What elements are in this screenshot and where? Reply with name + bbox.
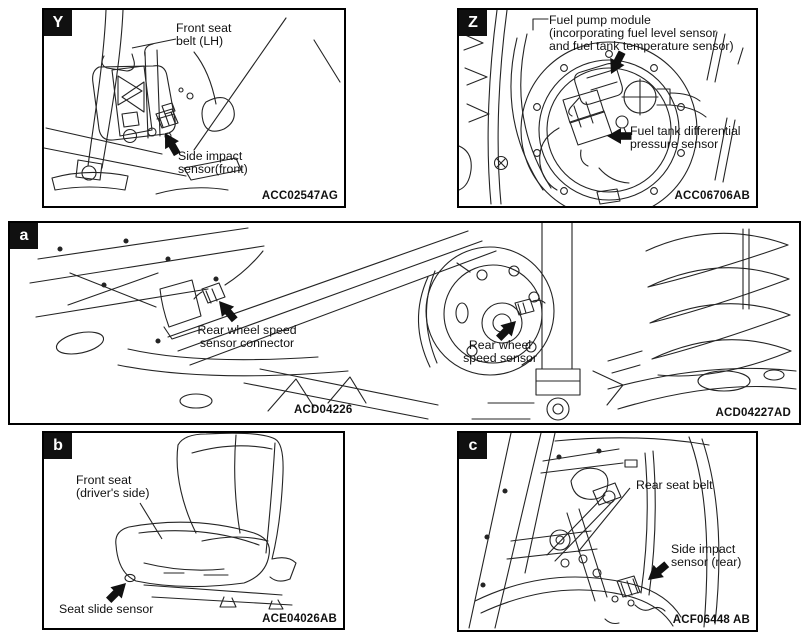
- figure-panel-y: [42, 8, 346, 208]
- panel-tag-letter: a: [19, 227, 29, 244]
- callout-line: sensor (rear): [671, 555, 742, 569]
- figure-code: ACE04026AB: [262, 613, 337, 625]
- callout-line: belt (LH): [176, 34, 224, 48]
- line-art: [116, 433, 296, 609]
- callout-line: pressure sensor: [630, 137, 719, 151]
- callout-rear-seat-belt: [636, 479, 713, 492]
- callout-line: Rear seat belt: [636, 478, 713, 492]
- panel-tag-letter: c: [468, 437, 478, 454]
- callout-arrow-icon: [643, 558, 672, 586]
- panel-tag-c: [459, 433, 487, 459]
- figure-panel-z: [457, 8, 758, 208]
- panel-tag-z: [459, 10, 487, 36]
- callout-line: (driver's side): [76, 486, 150, 500]
- figure-code: ACC02547AG: [261, 190, 338, 202]
- figure-panel-a: [8, 221, 801, 425]
- callout-line: Rear wheel speed: [197, 323, 297, 337]
- callout-line: Rear wheel: [468, 338, 532, 352]
- callout-rear-wheel-speed-sensor-connector: [188, 324, 306, 350]
- callout-line: Fuel tank differential: [630, 124, 741, 138]
- callout-fuel-pump-module: [549, 14, 734, 53]
- panel-tag-b: [44, 433, 72, 459]
- figure-code: ACF06448 AB: [672, 614, 750, 626]
- callout-line: Front seat: [176, 21, 232, 35]
- line-art: [469, 433, 719, 628]
- callout-line: Front seat: [76, 473, 132, 487]
- figure-code: ACD04227AD: [715, 407, 791, 419]
- callout-line: Fuel pump module: [549, 13, 651, 27]
- callout-line: Side impact: [178, 149, 243, 163]
- rear-wheel-speed-sensor-connector-part: [202, 283, 225, 303]
- line-art: [30, 223, 796, 420]
- callout-front-seat: [76, 474, 149, 500]
- callout-side-impact-sensor-front: [178, 150, 248, 176]
- leader-line: [578, 488, 630, 552]
- figure-panel-b: [42, 431, 345, 630]
- leader-line: [140, 503, 162, 539]
- callout-line: speed sensor: [463, 351, 537, 365]
- panel-tag-letter: Y: [52, 14, 64, 31]
- side-impact-sensor-front-part: [148, 103, 178, 139]
- panel-tag-a: [10, 223, 38, 249]
- panel-tag-letter: b: [53, 437, 63, 454]
- callout-side-impact-sensor-rear: [671, 543, 741, 569]
- callout-line: Seat slide sensor: [59, 602, 154, 616]
- figure-panel-c: [457, 431, 758, 632]
- callout-fuel-tank-differential-pressure-sensor: [630, 125, 741, 151]
- figure-code: ACD04226: [294, 404, 353, 416]
- callout-seat-slide-sensor: [59, 603, 153, 616]
- callout-line: sensor connector: [199, 336, 295, 350]
- callout-line: and fuel tank temperature sensor): [549, 39, 734, 53]
- fuel-tank-differential-pressure-sensor-part: [563, 90, 612, 166]
- callout-line: Side impact: [671, 542, 736, 556]
- panel-tag-letter: Z: [468, 14, 478, 31]
- figure-code: ACC06706AB: [674, 190, 750, 202]
- leader-line: [132, 39, 176, 48]
- panel-tag-y: [44, 10, 72, 36]
- callout-rear-wheel-speed-sensor: [450, 339, 550, 365]
- callout-line: sensor(front): [178, 162, 248, 176]
- callout-front-seat-belt: [176, 22, 231, 48]
- rear-seat-belt-illustration: [459, 433, 756, 630]
- callout-line: (incorporating fuel level sensor: [549, 26, 717, 40]
- front-seat-illustration: [44, 433, 343, 628]
- rear-wheel-speed-sensor-illustration: [10, 223, 799, 423]
